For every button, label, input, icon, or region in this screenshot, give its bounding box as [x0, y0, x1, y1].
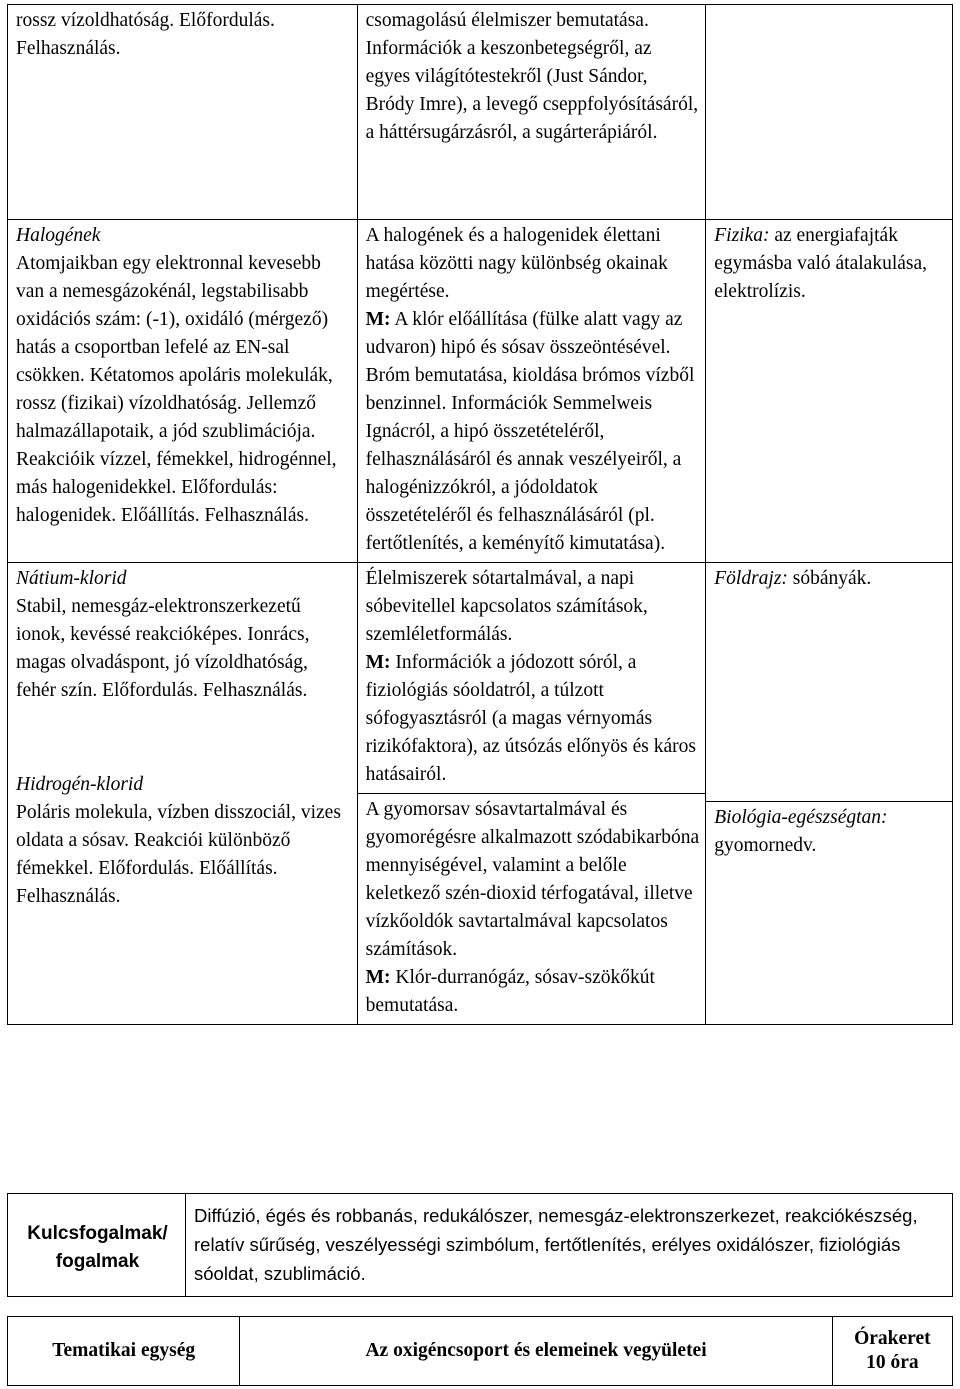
content-cell [8, 220, 358, 563]
curriculum-table [7, 4, 953, 1025]
activity-cell [357, 220, 706, 563]
subject-label: Biológia-egészségtan: [714, 807, 888, 828]
connection-text: gyomornedv. [714, 835, 817, 856]
content-text: Atomjaikban egy elektronnal kevesebb van a nemesgázokénál, legstabilisabb oxidációs szám: (-1), oxidáló (mérgező) hatás a csoportban lefelé az EN-sal csökken. Kétatomos apoláris molekulák, rossz (fizikai) vízoldhatóság. Jellemző halmazállapotaik, a jód szublimációja. Reakcióik vízzel, fémekkel, hidrogénnel, más halogenidekkel. Előfordulás: halogenidek. Előállítás. Felhasználás. [16, 253, 337, 526]
topic-title: Halogének [16, 225, 101, 246]
activity-text-body: A klór előállítása (fülke alatt vagy az udvaron) hipó és sósav összeöntésével. Bróm bemutatása, kioldása brómos vízből benzinnel. Információk Semmelweis Ignácról, a hipó összetételéről, felhasználásáról és annak veszélyeiről, a halogénizzókról, a jódoldatok összetételéről és felhasználásáról (pl. fertőtlenítés, a keményítő kimutatása). [365, 309, 695, 554]
key-concepts-table [7, 1193, 953, 1297]
topic-title: Nátium-klorid [16, 568, 127, 589]
connection-text: az energiafajták egymásba való átalakulása, elektrolízis. [714, 225, 928, 302]
key-concepts-label: Kulcsfogalmak/ fogalmak [8, 1194, 186, 1297]
activity-text: csomagolású élelmiszer bemutatása. Információk a keszonbetegségről, az egyes világítótestekről (Just Sándor, Bródy Imre), a levegő cseppfolyósításáról, a háttérsugárzásról, a sugárterápiáról. [365, 10, 699, 143]
hours-label: Órakeret [854, 1328, 931, 1349]
hours-value: 10 óra [866, 1352, 919, 1373]
subject-label: Földrajz: [714, 568, 788, 589]
activity-text-body: Klór-durranógáz, sósav-szökőkút bemutatása. [365, 967, 655, 1016]
connection-cell [706, 5, 953, 220]
content-cell [8, 563, 358, 1025]
demo-prefix: M: [365, 967, 391, 988]
hours-cell [832, 1317, 952, 1386]
connection-cell [706, 220, 953, 563]
activity-text: A halogének és a halogenidek élettani hatása közötti nagy különbség okainak megértése. [365, 225, 668, 302]
table-row [8, 1317, 953, 1386]
unit-label: Tematikai egység [8, 1317, 240, 1386]
activity-text [366, 306, 700, 558]
footer-table [7, 1316, 953, 1386]
demo-prefix: M: [365, 652, 391, 673]
key-concepts-text: Diffúzió, égés és robbanás, redukálószer, nemesgáz-elektronszerkezet, reakciókészség, relatív sűrűség, veszélyességi szimbólum, fertőtlenítés, erélyes oxidálószer, fiziológiás sóoldat, szublimáció. [194, 1204, 918, 1284]
table-row [8, 1194, 953, 1297]
demo-prefix: M: [365, 309, 391, 330]
activity-cell [357, 563, 706, 1025]
activity-text-body: Információk a jódozott sóról, a fiziológiás sóoldatról, a túlzott sófogyasztásról (a magas vérnyomás rizikófaktora), az útsózás előnyös és káros hatásairól. [365, 652, 696, 785]
table-row [8, 5, 953, 220]
connection-text: sóbányák. [787, 568, 872, 589]
connection-cell [706, 563, 953, 1025]
table-row [8, 220, 953, 563]
subject-label: Fizika: [714, 225, 770, 246]
topic-title: Hidrogén-klorid [16, 774, 144, 795]
content-text: Poláris molekula, vízben disszociál, vizes oldata a sósav. Reakciói különböző fémekkel. Előfordulás. Előállítás. Felhasználás. [16, 802, 341, 907]
content-text: Stabil, nemesgáz-elektronszerkezetű ionok, kevéssé reakcióképes. Ionrács, magas olvadáspont, jó vízoldhatóság, fehér szín. Előfordulás. Felhasználás. [16, 596, 310, 701]
activity-cell [357, 5, 706, 220]
key-concepts-cell [186, 1194, 953, 1297]
activity-text: A gyomorsav sósavtartalmával és gyomorégésre alkalmazott szódabikarbóna mennyiségével, valamint a belőle keletkező szén-dioxid térfogatával, illetve vízkőoldók savtartalmával kapcsolatos számítások. [365, 799, 700, 960]
unit-title: Az oxigéncsoport és elemeinek vegyületei [240, 1317, 832, 1386]
content-cell [8, 5, 358, 220]
content-text: rossz vízoldhatóság. Előfordulás. Felhasználás. [16, 10, 275, 59]
table-row [8, 563, 953, 1025]
activity-text: Élelmiszerek sótartalmával, a napi sóbevitellel kapcsolatos számítások, szemléletformálás. [365, 568, 648, 645]
